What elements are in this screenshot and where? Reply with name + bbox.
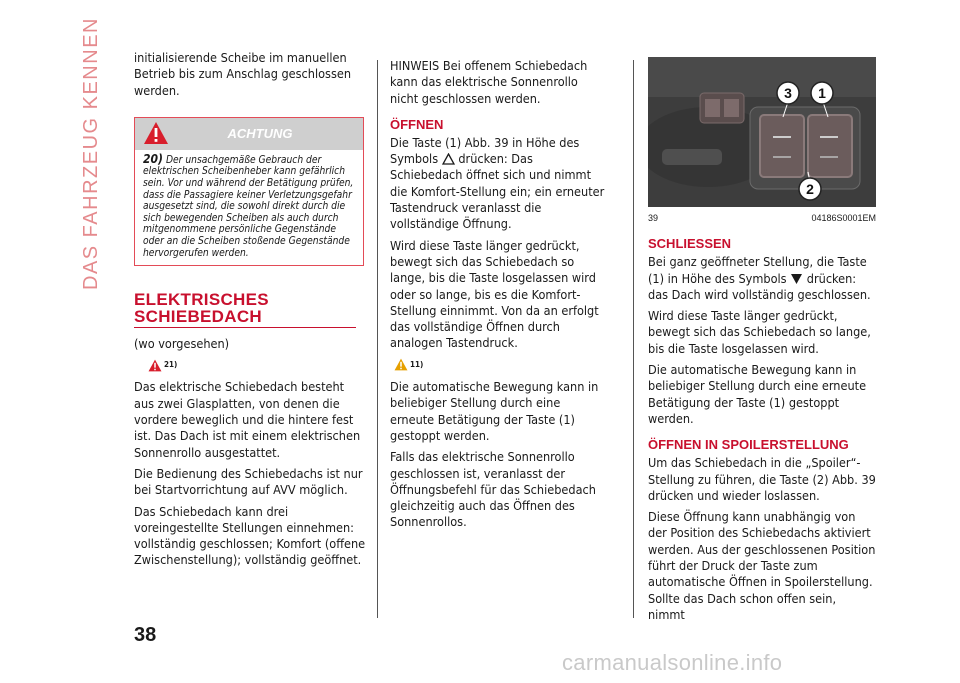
- intro-paragraph: initialisierende Scheibe im manuellen Betrieb bis zum Anschlag geschlossen werden.: [134, 50, 352, 98]
- column-divider-2: [633, 60, 634, 618]
- side-chapter-title: DAS FAHRZEUG KENNEN: [80, 17, 102, 290]
- column-1: [134, 50, 366, 574]
- column-3: [648, 50, 876, 628]
- warning-label: ACHTUNG: [227, 125, 293, 141]
- mini-ref-number: 11): [410, 359, 424, 369]
- warning-ref: 20): [143, 151, 163, 166]
- warning-header: [135, 118, 363, 150]
- figure-39: [648, 57, 876, 207]
- warning-triangle-icon: [143, 121, 169, 145]
- open-roof-symbol-icon: [442, 153, 455, 165]
- hinweis-paragraph: HINWEIS Bei offenem Schiebedach kann das elektrische Sonnenrollo nicht geschlossen werden.: [390, 58, 588, 106]
- warning-body: [135, 150, 363, 265]
- close-text-b: drücken: das Dach wird vollständig geschlossen.: [648, 270, 871, 302]
- paragraph: Die automatische Bewegung kann in beliebiger Stellung durch eine erneute Betätigung der Taste (1) gestoppt werden.: [648, 362, 867, 426]
- callout-2: 2: [806, 181, 814, 197]
- paragraph: Falls das elektrische Sonnenrollo geschlossen ist, veranlasst der Öffnungsbefehl für das Schiebedach gleichzeitig auch das Öffnen des Sonnenrollos.: [390, 449, 596, 530]
- callout-1: 1: [818, 85, 826, 101]
- heading-close: SCHLIESSEN: [648, 236, 732, 252]
- column-2: [390, 58, 608, 536]
- page-number: 38: [134, 624, 157, 646]
- paragraph: Wird diese Taste länger gedrückt, bewegt sich das Schiebedach so lange, bis die Taste losgelassen wird.: [648, 308, 871, 356]
- warning-triangle-icon: [148, 359, 162, 372]
- paragraph: [390, 135, 608, 233]
- figure-number: 39: [648, 213, 659, 223]
- heading-spoiler: ÖFFNEN IN SPOILERSTELLUNG: [648, 437, 849, 453]
- open-text-b: drücken: Das Schiebedach öffnet sich und nimmt die Komfort-Stellung ein; ein erneuter Tastendruck veranlasst die vollständige Öffnung.: [390, 151, 605, 232]
- close-roof-symbol-icon: [790, 273, 803, 285]
- warning-box: [134, 117, 364, 266]
- figure-caption: [648, 210, 876, 226]
- paragraph: Das elektrische Schiebedach besteht aus zwei Glasplatten, von denen die vordere beweglich und die hintere fest ist. Das Dach ist mit einem elektrischen Sonnenrollo ausgestattet.: [134, 379, 361, 460]
- paragraph: Die Bedienung des Schiebedachs ist nur bei Startvorrichtung auf AVV möglich.: [134, 465, 363, 498]
- heading-open: ÖFFNEN: [390, 116, 444, 132]
- close-text-a: Bei ganz geöffneter Stellung, die Taste (1) in Höhe des Symbols: [648, 254, 867, 286]
- paragraph: Wird diese Taste länger gedrückt, bewegt sich das Schiebedach so lange, bis die Taste losgelassen wird oder so lange, bis es die Komfort-Stellung einnimmt. Von da an erfolgt das vollständige Öffnen durch analogen Tastendruck.: [390, 237, 599, 351]
- mini-ref-number: 21): [164, 360, 178, 370]
- warning-text: Der unsachgemäße Gebrauch der elektrischen Scheibenheber kann gefährlich sein. Vor und während der Betätigung prüfen, dass die Passagiere keiner Verletzungsgefahr ausgesetzt sind, die sowohl direkt durch die sich bewegenden Scheiben als auch durch mitgenommene persönliche Gegenstände oder an die Scheiben stoßende Gegenstände hervorgerufen werden.: [143, 154, 354, 259]
- roof-control-illustration: [648, 57, 876, 207]
- paragraph: Die automatische Bewegung kann in beliebiger Stellung durch eine erneute Betätigung der Taste (1) gestoppt werden.: [390, 379, 599, 443]
- open-text-a: Die Taste (1) Abb. 39 in Höhe des Symbols: [390, 134, 580, 167]
- callout-3: 3: [784, 85, 792, 101]
- subtitle: (wo vorgesehen): [134, 335, 230, 351]
- figure-code: 04186S0001EM: [811, 213, 876, 223]
- mini-warning-ref: [394, 357, 608, 373]
- section-title: ELEKTRISCHES SCHIEBEDACH: [134, 292, 356, 328]
- warning-triangle-icon: [394, 358, 408, 371]
- watermark: carmanualsonline.info: [562, 650, 783, 675]
- mini-warning-ref: [148, 357, 366, 373]
- paragraph: Diese Öffnung kann unabhängig von der Position des Schiebedachs aktiviert werden. Aus der geschlossenen Position führt der Druck der Taste zum automatische Öffnen in Spoilerstellung. Sollte das Dach schon offen sein, nimmt: [648, 509, 876, 622]
- paragraph: [648, 254, 876, 303]
- column-divider-1: [377, 60, 378, 618]
- paragraph: Das Schiebedach kann drei voreingestellte Stellungen einnehmen: vollständig geschlossen; Komfort (offene Zwischenstellung); vollständig geöffnet.: [134, 503, 366, 568]
- paragraph: Um das Schiebedach in die „Spoiler“-Stellung zu führen, die Taste (2) Abb. 39 drücken und wieder loslassen.: [648, 455, 876, 503]
